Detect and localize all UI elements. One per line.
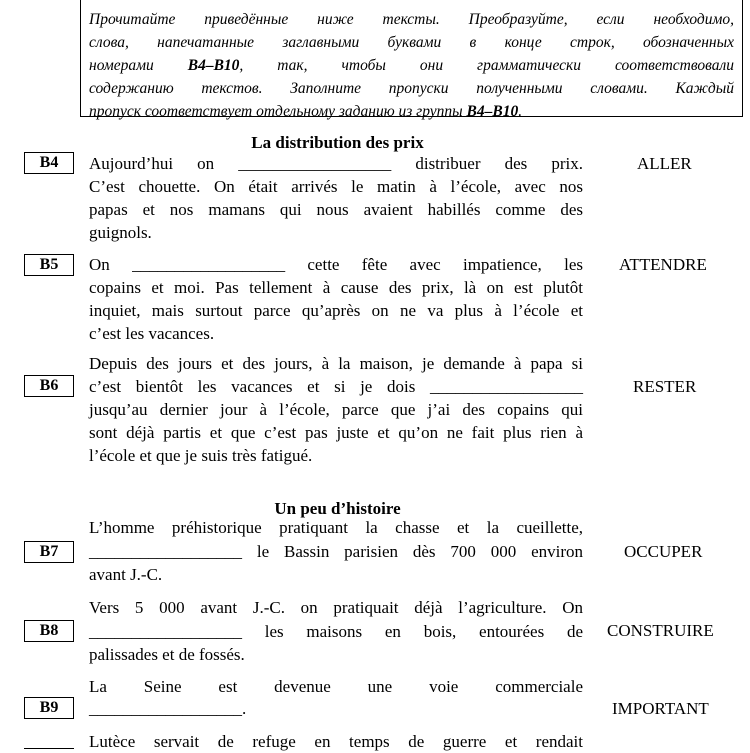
keyword: CONSTRUIRE bbox=[607, 621, 714, 640]
text-line: L’homme préhistorique pratiquant la chasse et la cueillette, bbox=[89, 518, 583, 537]
instruction-text: пропуск соответствует отдельному заданию из группы bbox=[89, 103, 467, 120]
text-line: Lutèce servait de refuge en temps de guerre et rendait bbox=[89, 732, 583, 751]
instruction-text: номерами bbox=[89, 57, 188, 74]
task-label-box-edge bbox=[24, 748, 74, 749]
text-line: palissades et de fossés. bbox=[89, 645, 245, 664]
section-title: La distribution des prix bbox=[251, 133, 424, 152]
text-line: __________________ les maisons en bois, entourées de bbox=[89, 622, 583, 641]
text-line: sont déjà partis et que c’est pas juste et qu’on ne fait plus rien à bbox=[89, 423, 583, 442]
keyword: RESTER bbox=[633, 377, 697, 396]
instruction-box bbox=[80, 0, 743, 120]
instruction-text: , так, чтобы они грамматически соответствовали bbox=[239, 57, 734, 74]
text-line: c’est bientôt les vacances et si je dois __________________ bbox=[89, 377, 583, 396]
task-range: B4–B10 bbox=[187, 57, 240, 74]
text-line: guignols. bbox=[89, 223, 152, 242]
text-line: copains et moi. Pas tellement à cause des prix, là on est plutôt bbox=[89, 278, 583, 297]
keyword: ATTENDRE bbox=[619, 255, 707, 274]
task-label: B7 bbox=[24, 541, 74, 563]
text-line: __________________ le Bassin parisien dès 700 000 environ bbox=[89, 542, 583, 561]
instruction-line-4: содержанию текстов. Заполните пропуски полученными словами. Каждый bbox=[89, 80, 734, 97]
section-title: Un peu d’histoire bbox=[274, 499, 401, 518]
keyword: IMPORTANT bbox=[612, 699, 709, 718]
text-line: avant J.-C. bbox=[89, 565, 163, 584]
text-line: papas et nos mamans qui nous avaient habillés comme des bbox=[89, 200, 583, 219]
text-line: On __________________ cette fête avec impatience, les bbox=[89, 255, 583, 274]
text-line: C’est chouette. On était arrivés le matin à l’école, avec nos bbox=[89, 177, 583, 196]
text-line: __________________. bbox=[89, 699, 247, 718]
text-line: Vers 5 000 avant J.-C. on pratiquait déjà l’agriculture. On bbox=[89, 598, 583, 617]
task-label: B9 bbox=[24, 697, 74, 719]
instruction-line-2: слова, напечатанные заглавными буквами в конце строк, обозначенных bbox=[89, 34, 734, 51]
instruction-line-3 bbox=[89, 55, 734, 77]
task-label: B4 bbox=[24, 152, 74, 174]
text-line: l’école et que je suis très fatigué. bbox=[89, 446, 313, 465]
text-line: Aujourd’hui on __________________ distribuer des prix. bbox=[89, 154, 583, 173]
text-line: La Seine est devenue une voie commerciale bbox=[89, 677, 583, 696]
text-line: c’est les vacances. bbox=[89, 324, 215, 343]
text-line: Depuis des jours et des jours, à la maison, je demande à papa si bbox=[89, 354, 583, 373]
task-label: B5 bbox=[24, 254, 74, 276]
instruction-line-5 bbox=[89, 101, 734, 119]
task-label: B6 bbox=[24, 375, 74, 397]
keyword: OCCUPER bbox=[624, 542, 703, 561]
task-range: B4–B10 bbox=[466, 103, 519, 120]
instruction-text: . bbox=[518, 103, 523, 120]
keyword: ALLER bbox=[637, 154, 692, 173]
instruction-line-1: Прочитайте приведённые ниже тексты. Преобразуйте, если необходимо, bbox=[89, 11, 734, 28]
task-label: B8 bbox=[24, 620, 74, 642]
text-line: jusqu’au dernier jour à l’école, parce que j’ai des copains qui bbox=[89, 400, 583, 419]
text-line: inquiet, mais surtout parce qu’après on ne va plus à l’école et bbox=[89, 301, 583, 320]
